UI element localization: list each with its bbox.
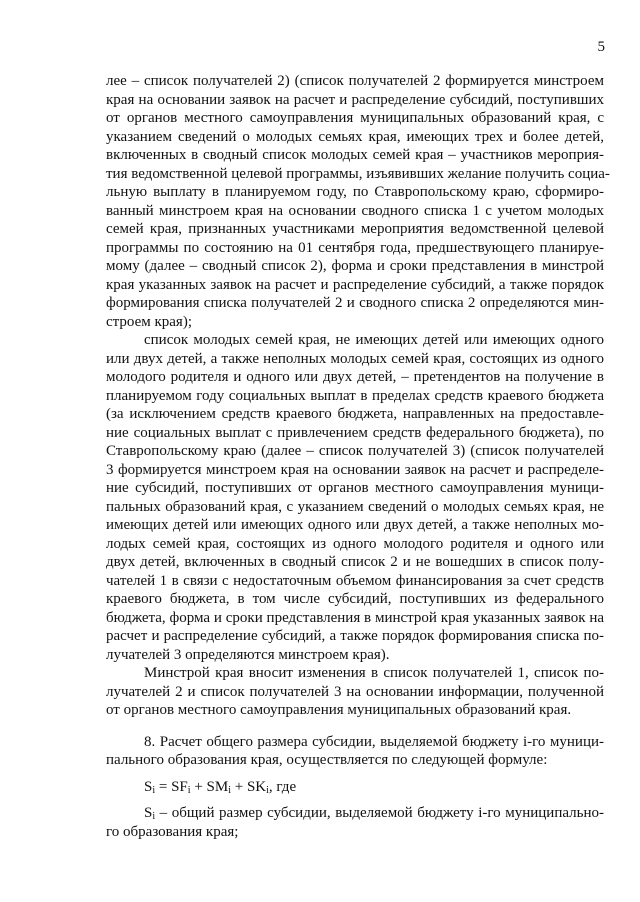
text-line: Минстрой края вносит изменения в список получателей 1, список по- xyxy=(144,665,604,681)
text-line: двух детей, включенных в сводный список 2 и не вошедших в список полу- xyxy=(106,554,604,570)
text-line: льную выплату в планируемом году, по Ставропольскому краю, сформиро- xyxy=(106,184,604,200)
formula xyxy=(106,778,604,797)
text-line: 3 формируется минстроем края на основании заявок на расчет и распределе- xyxy=(106,461,604,478)
paragraph-recipients-list-2 xyxy=(106,72,610,331)
text-line: края на основании заявок на расчет и распределение субсидий, поступивших xyxy=(106,91,604,108)
text-line: от органов местного самоуправления муниципальных образований края. xyxy=(106,702,572,718)
text-line: список молодых семей края, не имеющих детей или имеющих одного xyxy=(144,332,604,348)
paragraph-list-changes xyxy=(106,664,604,720)
formula-symbol: S xyxy=(144,778,153,795)
formula-subscript: i xyxy=(152,811,156,822)
page-number: 5 xyxy=(597,39,605,55)
text-line: краевого бюджета, в том числе субсидий, поступивших из федерального xyxy=(106,591,604,607)
text-line: чателей 1 в связи с недостаточным объемом финансирования за счет средств xyxy=(106,572,604,589)
formula-symbol: S xyxy=(144,805,153,821)
text-line: лучателей 3 определяются минстроем края). xyxy=(106,646,390,663)
formula-part: = SF xyxy=(155,778,188,795)
text-line: от органов местного самоуправления муниципальных образований края, с xyxy=(106,110,604,126)
paragraph-definition xyxy=(106,804,604,841)
text-line: ние социальных выплат с привлечением средств федерального бюджета), по xyxy=(106,424,604,441)
text-line: лучателей 2 и список получателей 3 на основании информации, полученной xyxy=(106,683,604,700)
text-line: Ставропольскому краю (далее – список получателей 3) (список получателей xyxy=(106,443,604,459)
text-line: бюджета, форма и сроки представления в минстрой края указанных заявок на xyxy=(106,609,604,626)
formula-subscript: i xyxy=(228,784,231,796)
text-line: го образования края; xyxy=(106,823,239,840)
text-line: указанием сведений о молодых семьях края, имеющих трех и более детей, xyxy=(106,128,604,145)
text-line: или двух детей, а также неполных молодых семей края, состоящих из одного xyxy=(106,350,604,367)
paragraph-item-8 xyxy=(106,733,604,770)
text-line: ние субсидий, поступивших от органов местного самоуправления муници- xyxy=(106,480,604,496)
definition-line xyxy=(106,804,604,823)
text-line: семей края, признанных участниками мероприятия ведомственной целевой xyxy=(106,221,604,237)
text-line: строем края); xyxy=(106,313,192,330)
text-line: имеющих детей или имеющих одного или двух детей, а также неполных мо- xyxy=(106,517,604,533)
formula-subscript: i xyxy=(187,784,191,796)
text-line: пального образования края, осуществляется по следующей формуле: xyxy=(106,752,548,768)
text-line: тия ведомственной целевой программы, изъявивших желание получить социа- xyxy=(106,165,610,182)
formula-part: + SM xyxy=(190,778,229,795)
formula-part: , где xyxy=(268,778,297,795)
text-line: пальных образований края, с указанием сведений о молодых семьях края, не xyxy=(106,498,604,515)
text-line: (за исключением средств краевого бюджета, направленных на предоставле- xyxy=(106,406,604,422)
text-line: края указанных заявок на расчет и распределение субсидий, а также порядок xyxy=(106,276,604,293)
text-line: планируемом году социальных выплат в пределах средств краевого бюджета xyxy=(106,387,604,404)
text-line: 8. Расчет общего размера субсидии, выделяемой бюджету i-го муници- xyxy=(144,733,604,750)
text-line: лодых семей края, состоящих из одного молодого родителя и одного или xyxy=(106,535,604,552)
text-line: включенных в сводный список молодых семей края – участников мероприя- xyxy=(106,147,604,163)
text-line: расчет и распределение субсидий, а также порядок формирования списка по- xyxy=(106,628,604,644)
formula-part: + SK xyxy=(230,778,267,795)
definition-text: – общий размер субсидии, выделяемой бюджету i-го муниципально- xyxy=(155,805,604,821)
formula-subscript: i xyxy=(266,784,269,796)
text-line: формирования списка получателей 2 и сводного списка 2 определяются мин- xyxy=(106,295,604,311)
text-line: ванный минстроем края на основании сводного списка 1 с учетом молодых xyxy=(106,202,604,219)
text-line: молодого родителя и одного или двух детей, – претендентов на получение в xyxy=(106,369,604,385)
text-line: программы по состоянию на 01 сентября года, предшествующего планируе- xyxy=(106,239,604,256)
formula-subscript: i xyxy=(152,784,156,796)
paragraph-recipients-list-3 xyxy=(106,331,604,664)
text-line: мому (далее – сводный список 2), форма и сроки представления в минстрой xyxy=(106,258,604,274)
document-body xyxy=(106,72,610,841)
text-line: лее – список получателей 2) (список получателей 2 формируется минстроем xyxy=(106,73,604,89)
